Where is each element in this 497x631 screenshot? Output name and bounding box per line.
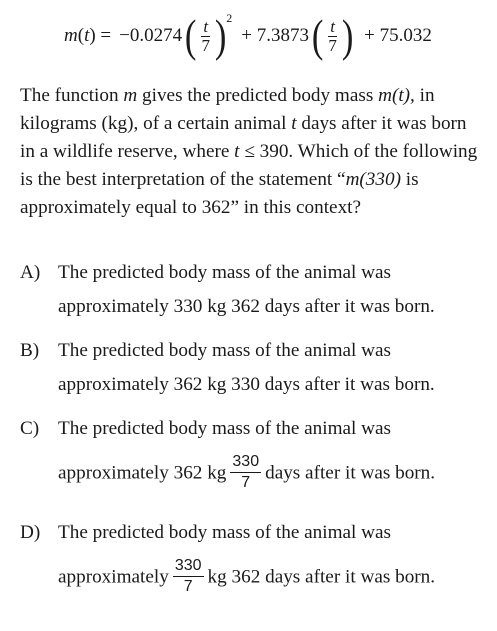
question-stem: The function m gives the predicted body mass m(t), in kilograms (kg), of a certain animal t days after it was born in a wildlife reserve, where t ≤ 390. Which of the following is the best interpretation of the statement “m(330) is approximately equal to 362” in this context? [20,85,478,218]
equation-frac2-den: 7 [328,35,337,55]
option-c-fraction: $\frac{330}{7}$ [232,453,260,492]
equation-frac-num: t [203,16,209,36]
equation-fraction-squared: ( $\frac{t}{7}$ ) 2 [185,10,233,61]
option-c-line1: The predicted body mass of the animal was [58,418,392,439]
option-d-fraction: $\frac{330}{7}$ [174,557,202,596]
equation-coef2: + 7.3873 [241,25,309,46]
equation-coef1: −0.0274 [119,25,183,46]
option-c[interactable] [20,418,490,508]
option-d-letter: D) [20,522,41,543]
equation-frac2-num: t [330,16,335,36]
option-c-line2: approximately 362 kg $\frac{330}{7}$ days after it was born. [58,453,436,492]
function-equation [64,8,484,64]
equation-lhs: m(t) = [64,25,112,46]
option-b[interactable] [20,340,490,404]
equation-const: + 75.032 [364,25,432,46]
option-d-line1: The predicted body mass of the animal was [58,522,392,543]
option-a[interactable] [20,262,490,326]
option-a-letter: A) [20,262,41,283]
option-d-line2: approximately $\frac{330}{7}$ kg 362 days after it was born. [58,557,436,596]
option-a-line2: approximately 330 kg 362 days after it was born. [58,296,435,317]
equation-power: 2 [226,10,233,25]
option-b-letter: B) [20,340,40,361]
equation-frac-den: 7 [201,35,210,55]
option-b-line2: approximately 362 kg 330 days after it was born. [58,374,435,395]
option-a-line1: The predicted body mass of the animal was [58,262,392,283]
option-b-line1: The predicted body mass of the animal was [58,340,392,361]
equation-fraction: ( $\frac{t}{7}$ ) [311,10,354,61]
option-d[interactable] [20,522,490,614]
option-c-letter: C) [20,418,40,439]
